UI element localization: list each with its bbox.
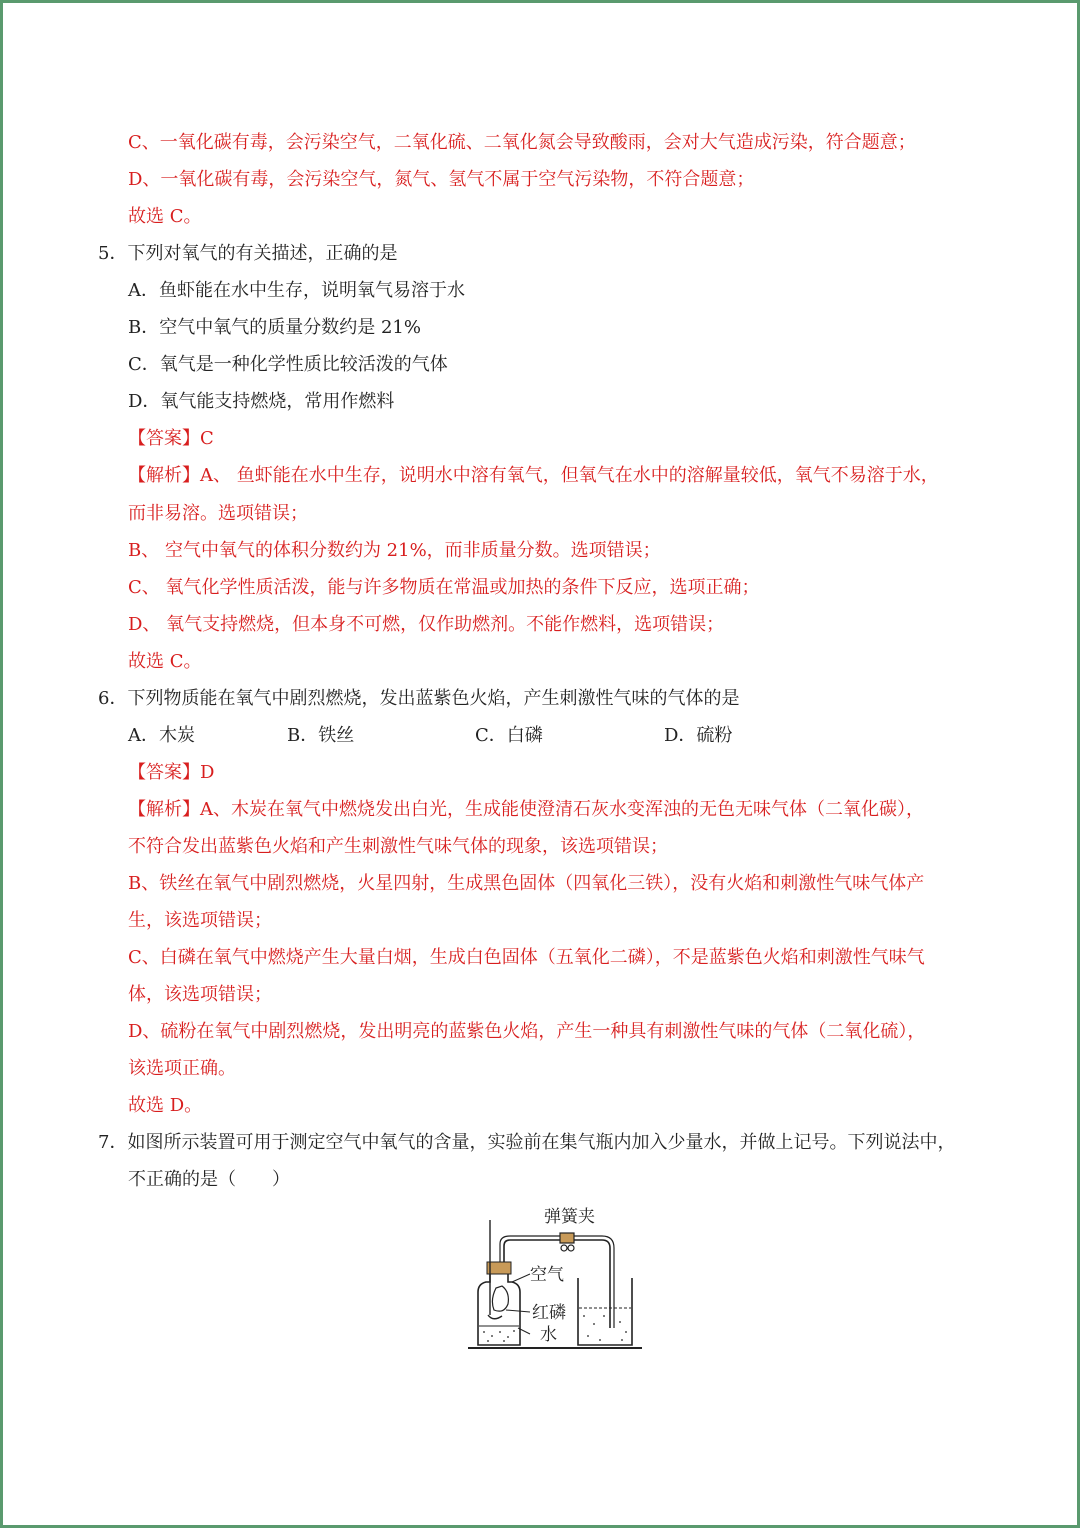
q5-stem: 5．下列对氧气的有关描述，正确的是 bbox=[98, 243, 398, 264]
q5-analysis-line: 【解析】A、 鱼虾能在水中生存，说明水中溶有氧气，但氧气在水中的溶解量较低，氧气不易溶于水， bbox=[128, 465, 939, 486]
combustion-spoon bbox=[488, 1315, 502, 1319]
flame-smoke bbox=[492, 1286, 508, 1311]
air-label: 空气 bbox=[530, 1265, 564, 1285]
q5-conclusion: 故选 C。 bbox=[128, 651, 202, 672]
air-leader bbox=[512, 1274, 530, 1282]
q5-option-b: B．空气中氧气的质量分数约是 21% bbox=[128, 317, 421, 338]
q6-analysis-line: B、铁丝在氧气中剧烈燃烧，火星四射，生成黑色固体（四氧化三铁），没有火焰和刺激性气味气体产 bbox=[128, 873, 925, 894]
q5-answer: 【答案】C bbox=[128, 428, 214, 449]
q7-stem: 7．如图所示装置可用于测定空气中氧气的含量，实验前在集气瓶内加入少量水，并做上记号。下列说法中， bbox=[98, 1132, 956, 1153]
prev-analysis-d: D、一氧化碳有毒，会污染空气，氮气、氢气不属于空气污染物，不符合题意； bbox=[128, 169, 755, 190]
q6-analysis-line: C、白磷在氧气中燃烧产生大量白烟，生成白色固体（五氧化二磷），不是蓝紫色火焰和刺激性气味气 bbox=[128, 947, 925, 968]
q5-analysis-line: B、 空气中氧气的体积分数约为 21%，而非质量分数。选项错误； bbox=[128, 540, 661, 561]
q5-option-a: A．鱼虾能在水中生存，说明氧气易溶于水 bbox=[128, 280, 465, 301]
phosphorus-label: 红磷 bbox=[532, 1303, 566, 1323]
gas-bottle bbox=[478, 1272, 520, 1345]
q5-analysis-line: D、 氧气支持燃烧，但本身不可燃，仅作助燃剂。不能作燃料，选项错误； bbox=[128, 614, 725, 635]
q6-analysis-line: 体，该选项错误； bbox=[128, 984, 272, 1005]
prev-conclusion: 故选 C。 bbox=[128, 206, 202, 227]
prev-analysis-c: C、一氧化碳有毒，会污染空气，二氧化硫、二氧化氮会导致酸雨，会对大气造成污染，符合题意； bbox=[128, 132, 916, 153]
q6-analysis-line: 【解析】A、木炭在氧气中燃烧发出白光，生成能使澄清石灰水变浑浊的无色无味气体（二氧化碳）， bbox=[128, 799, 924, 820]
beaker bbox=[578, 1278, 632, 1345]
water-label: 水 bbox=[540, 1325, 557, 1345]
q5-option-d: D．氧气能支持燃烧，常用作燃料 bbox=[128, 391, 395, 412]
q6-option-b: B．铁丝 bbox=[287, 725, 355, 746]
q6-option-c: C．白磷 bbox=[475, 725, 543, 746]
q6-conclusion: 故选 D。 bbox=[128, 1095, 203, 1116]
q6-analysis-line: 生，该选项错误； bbox=[128, 910, 272, 931]
q7-stem-continued: 不正确的是（ ） bbox=[128, 1169, 290, 1190]
q6-answer: 【答案】D bbox=[128, 762, 215, 783]
q6-option-a: A．木炭 bbox=[128, 725, 195, 746]
q5-analysis-line: C、 氧气化学性质活泼，能与许多物质在常温或加热的条件下反应，选项正确； bbox=[128, 577, 760, 598]
phosphorus-leader bbox=[506, 1310, 530, 1312]
q5-analysis-line: 而非易溶。选项错误； bbox=[128, 503, 308, 524]
clamp-label: 弹簧夹 bbox=[544, 1207, 595, 1227]
q6-analysis-line: D、硫粉在氧气中剧烈燃烧，发出明亮的蓝紫色火焰，产生一种具有刺激性气味的气体（二氧化硫）， bbox=[128, 1021, 926, 1042]
bottle-water-dots bbox=[483, 1330, 515, 1342]
q6-stem: 6．下列物质能在氧气中剧烈燃烧，发出蓝紫色火焰，产生刺激性气味的气体的是 bbox=[98, 688, 740, 709]
beaker-water-dots bbox=[583, 1315, 627, 1341]
q6-option-d: D．硫粉 bbox=[664, 725, 733, 746]
oxygen-apparatus-figure bbox=[460, 1200, 650, 1360]
spring-clamp bbox=[560, 1233, 574, 1251]
q5-option-c: C．氧气是一种化学性质比较活泼的气体 bbox=[128, 354, 448, 375]
q6-analysis-line: 该选项正确。 bbox=[128, 1058, 236, 1079]
q6-analysis-line: 不符合发出蓝紫色火焰和产生刺激性气味气体的现象，该选项错误； bbox=[128, 836, 668, 857]
